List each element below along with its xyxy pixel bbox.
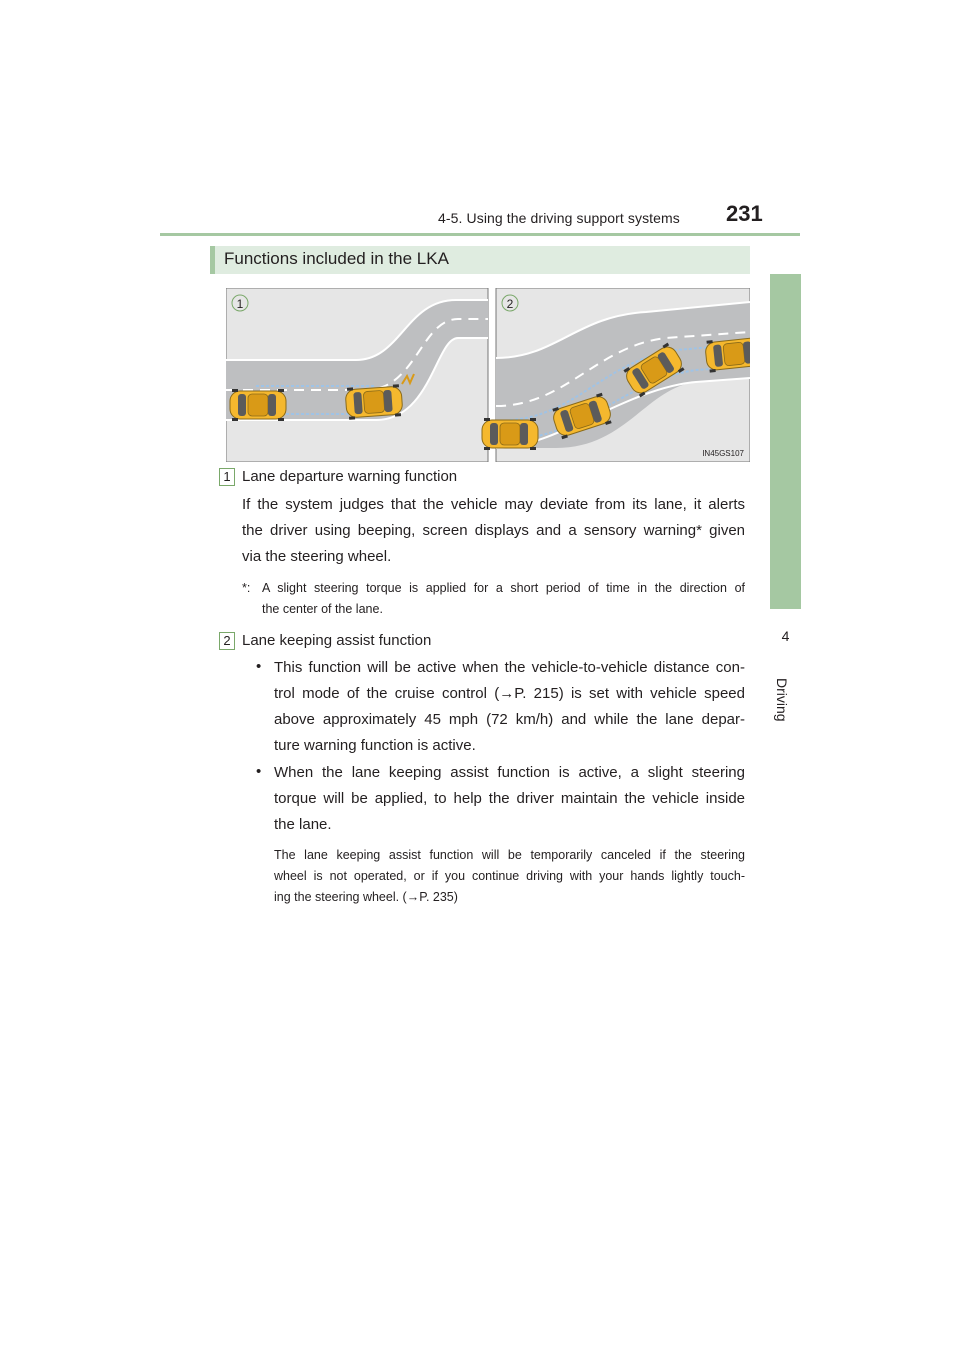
bullet-2-line: When the lane keeping assist function is active, a slight steering — [274, 764, 745, 781]
chapter-label: Driving — [774, 678, 790, 722]
note-line: ing the steering wheel. (→P. 235) — [274, 890, 458, 904]
item-1-title: Lane departure warning function — [242, 468, 458, 485]
item-1-body-line: If the system judges that the vehicle may deviate from its lane, it alerts — [242, 496, 745, 513]
bullet-2-symbol: • — [256, 763, 262, 780]
item-2-title: Lane keeping assist function — [242, 632, 432, 649]
item-2-marker: 2 — [219, 632, 235, 650]
chapter-label-container — [776, 676, 796, 746]
bullet-1-text — [274, 655, 745, 759]
header-section-title: 4-5. Using the driving support systems — [438, 210, 680, 226]
section-heading-bar — [210, 246, 750, 274]
footnote-line: A slight steering torque is applied for a short period of time in the direction of — [262, 581, 745, 595]
item-1-body — [242, 492, 745, 570]
panel-lane-keeping — [482, 288, 750, 462]
bullet-1-symbol: • — [256, 658, 262, 675]
bullet-2-text — [274, 760, 745, 838]
section-heading-accent — [210, 246, 215, 274]
note-line: wheel is not operated, or if you continue driving with your hands lightly touch- — [274, 869, 745, 883]
page-number: 231 — [726, 201, 763, 226]
bullet-2-line: the lane. — [274, 816, 332, 833]
bullet-2-line: torque will be applied, to help the driver maintain the vehicle inside — [274, 790, 745, 807]
chapter-tab — [770, 274, 801, 609]
bullet-1-line: This function will be active when the vehicle-to-vehicle distance con- — [274, 659, 745, 676]
chapter-number: 4 — [781, 628, 790, 644]
lka-illustration — [226, 288, 750, 462]
illustration-label-1: 1 — [236, 297, 244, 311]
footnote-mark: *: — [242, 581, 251, 595]
item-1-marker: 1 — [219, 468, 235, 486]
illustration-code: IN45GS107 — [702, 449, 744, 458]
panel-lane-departure — [226, 288, 488, 462]
footnote-line: the center of the lane. — [262, 602, 383, 616]
note-line: The lane keeping assist function will be temporarily canceled if the steering — [274, 848, 745, 862]
footnote-text — [262, 578, 745, 620]
illustration-label-2: 2 — [506, 297, 514, 311]
bullet-1-line: ture warning function is active. — [274, 737, 476, 754]
note-text — [274, 845, 745, 908]
bullet-1-line: trol mode of the cruise control (→P. 215) is set with vehicle speed — [274, 685, 745, 702]
header-divider — [160, 233, 800, 236]
item-1-body-line: the driver using beeping, screen displays and a sensory warning* given — [242, 522, 745, 539]
item-1-body-line: via the steering wheel. — [242, 548, 392, 565]
bullet-1-line: above approximately 45 mph (72 km/h) and while the lane depar- — [274, 711, 745, 728]
section-heading: Functions included in the LKA — [224, 249, 449, 268]
